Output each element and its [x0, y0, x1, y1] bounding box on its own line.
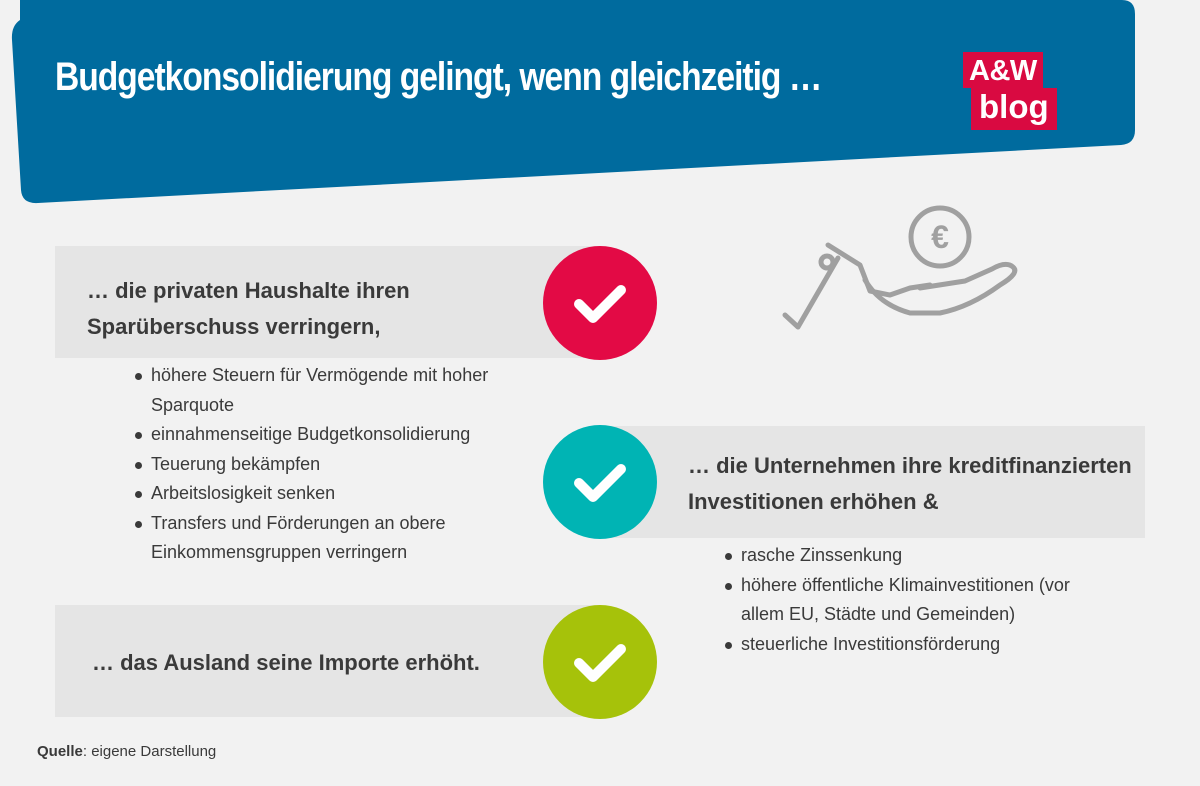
bullet-list-companies — [725, 541, 1115, 659]
list-item: Teuerung bekämpfen — [135, 450, 530, 480]
list-item: rasche Zinssenkung — [725, 541, 1115, 571]
source-note — [37, 743, 216, 760]
list-item: einnahmenseitige Budgetkonsolidierung — [135, 420, 530, 450]
heading-line: Investitionen erhöhen & — [688, 489, 939, 514]
check-icon — [543, 605, 657, 719]
check-circle-red — [543, 246, 657, 360]
list-item: höhere Steuern für Vermögende mit hoher Sparquote — [135, 361, 530, 420]
logo-top-text: A&W — [963, 52, 1043, 88]
check-circle-green — [543, 605, 657, 719]
source-label: Quelle — [37, 743, 83, 760]
heading-line: Sparüberschuss verringern, — [87, 314, 381, 339]
brand-logo — [963, 52, 1057, 130]
list-item: Transfers und Förderungen an obere Einkommensgruppen verringern — [135, 509, 530, 568]
heading-line: … die Unternehmen ihre kreditfinanzierten — [688, 453, 1132, 478]
check-circle-teal — [543, 425, 657, 539]
logo-bottom-text: blog — [971, 88, 1057, 130]
list-item: steuerliche Investitionsförderung — [725, 630, 1115, 660]
page-title: Budgetkonsolidierung gelingt, wenn gleichzeitig … — [55, 55, 822, 99]
condition-heading-companies — [688, 448, 1132, 520]
bullet-list-households — [135, 361, 530, 568]
check-icon — [543, 425, 657, 539]
list-item: Arbeitslosigkeit senken — [135, 479, 530, 509]
source-text: : eigene Darstellung — [82, 743, 217, 760]
heading-line: … die privaten Haushalte ihren — [87, 278, 410, 303]
hand-euro-coin-icon — [770, 195, 1030, 345]
condition-heading-foreign — [92, 645, 480, 681]
condition-heading-households — [87, 273, 410, 345]
list-item: höhere öffentliche Klimainvestitionen (vor allem EU, Städte und Gemeinden) — [725, 571, 1115, 630]
check-icon — [543, 246, 657, 360]
heading-line: … das Ausland seine Importe erhöht. — [92, 650, 480, 675]
euro-symbol: € — [931, 219, 949, 255]
